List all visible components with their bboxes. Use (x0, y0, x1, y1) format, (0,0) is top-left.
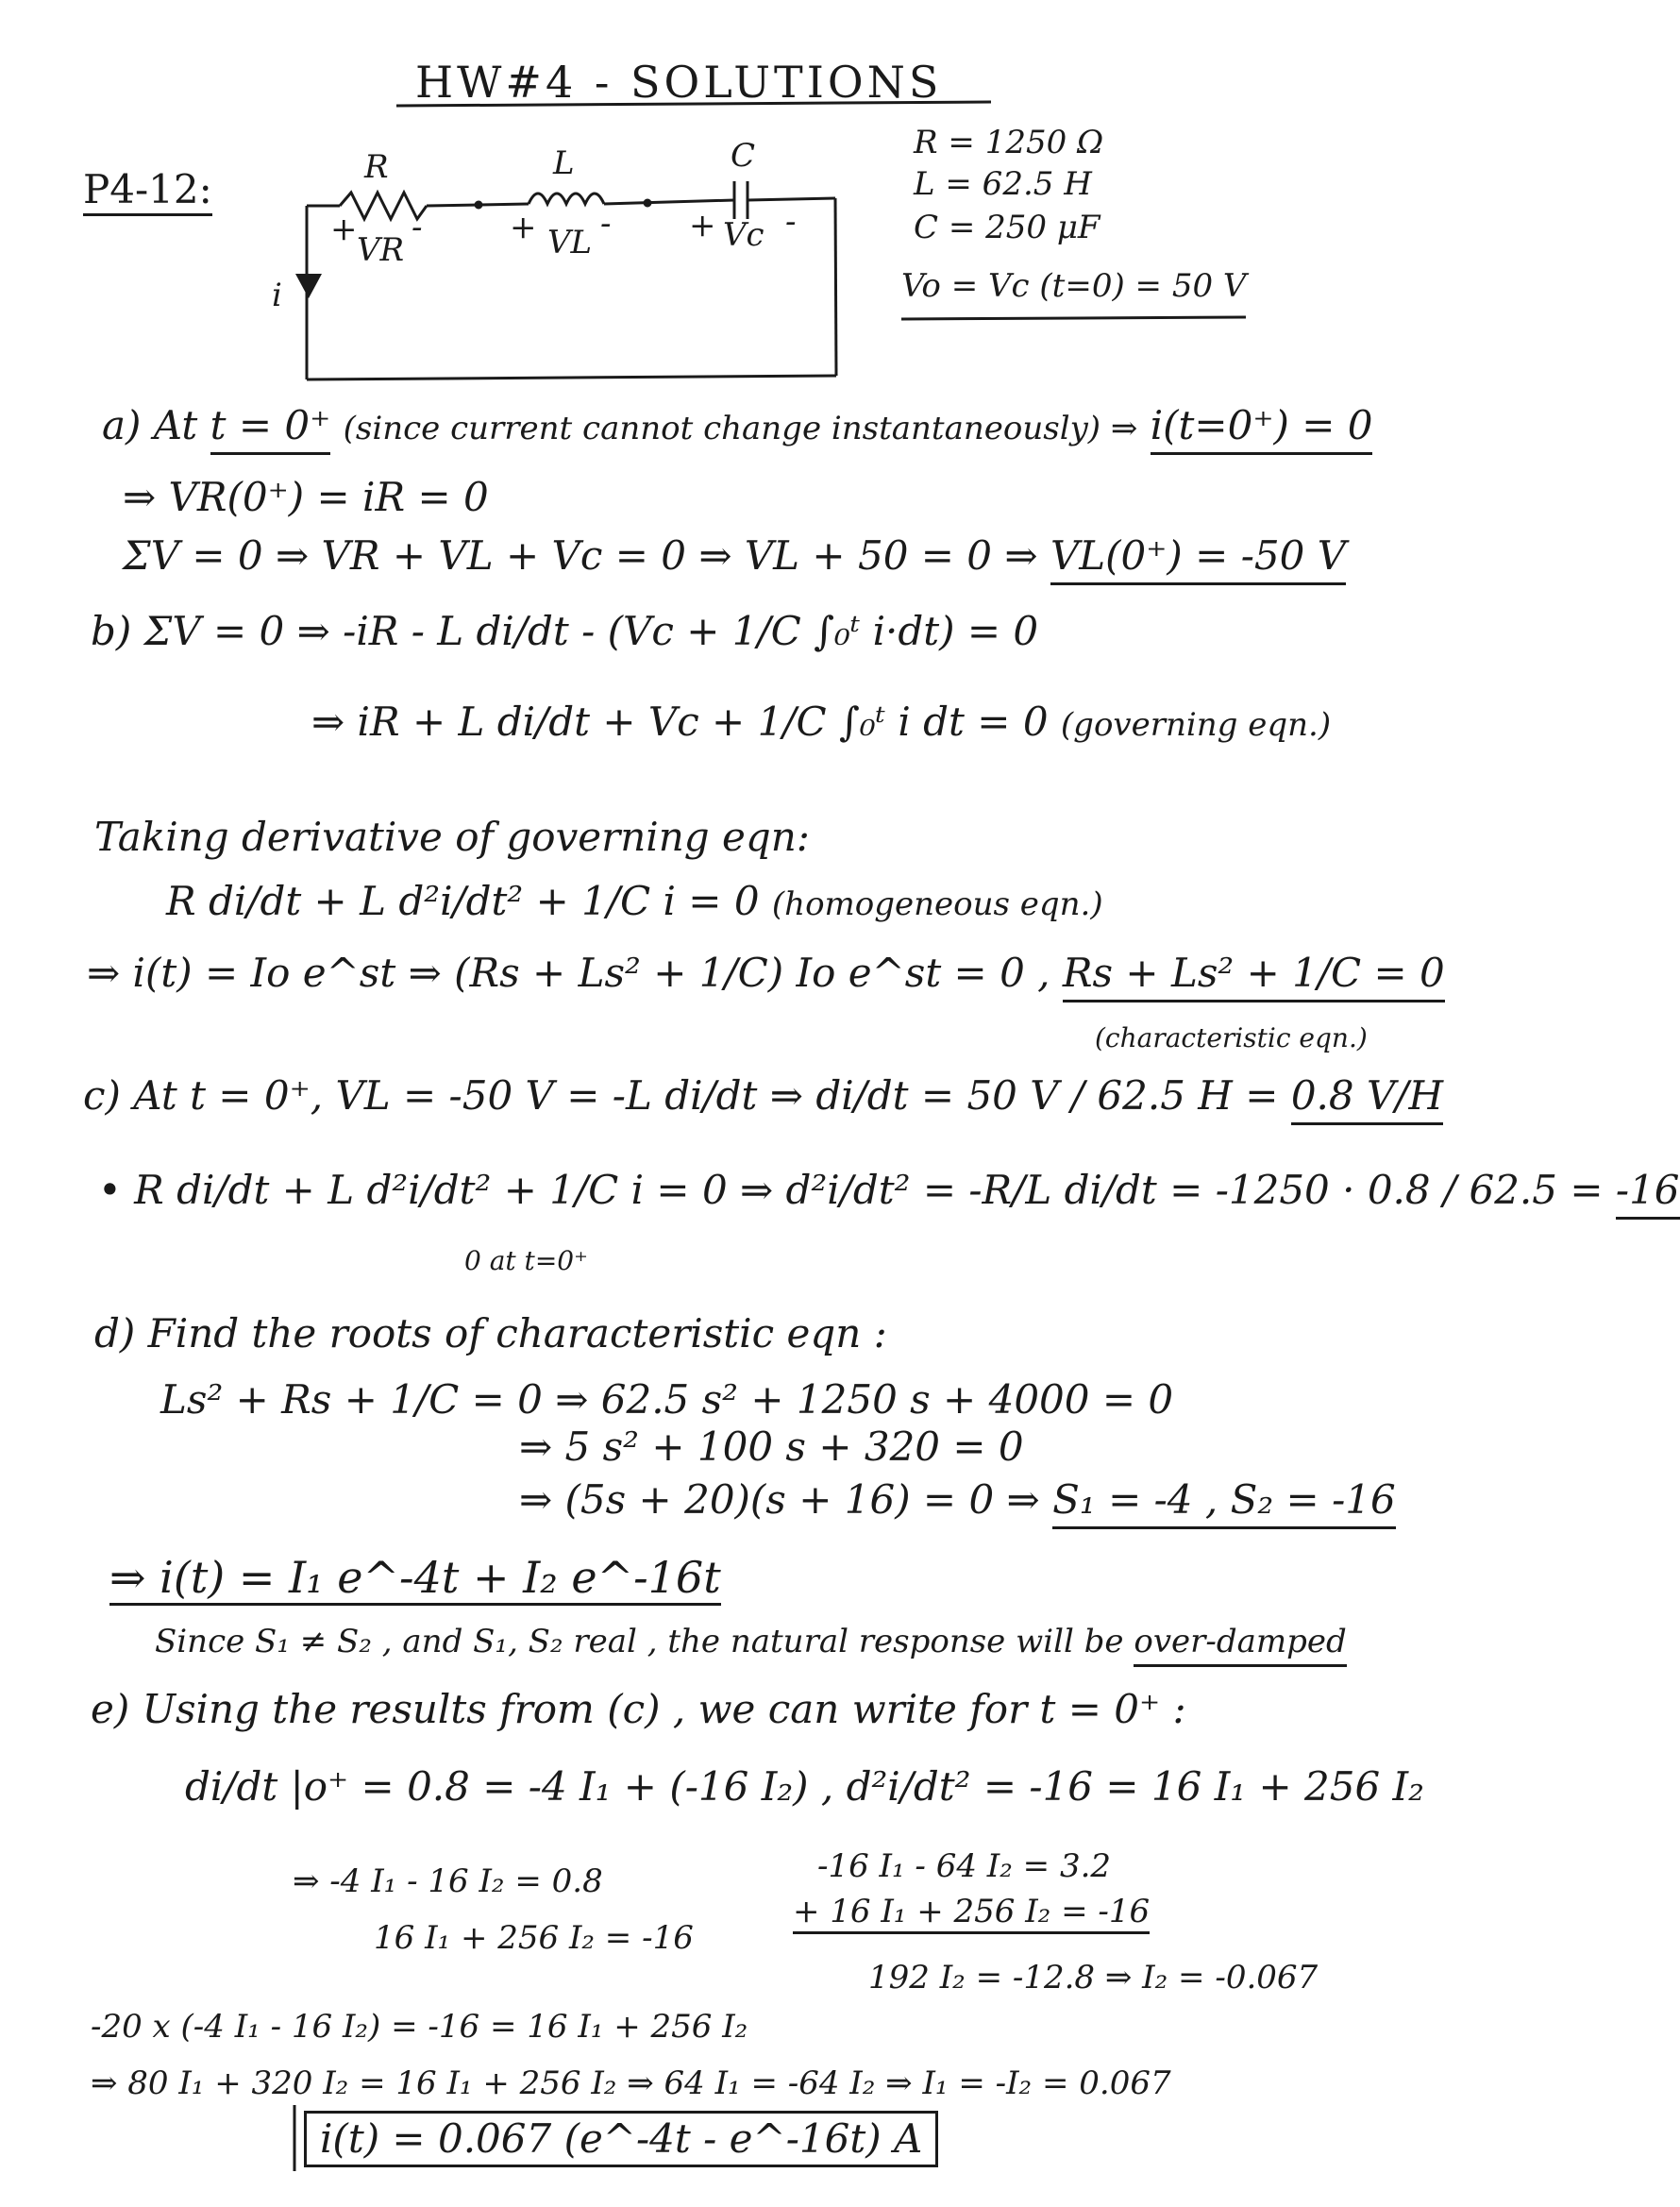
part-c-didt-result: 0.8 V/H (1291, 1072, 1443, 1125)
part-b-exp: ⇒ i(t) = Io e^st ⇒ (Rs + Ls² + 1/C) Io e^st = 0 , (87, 950, 1050, 996)
vr-plus: + (330, 211, 358, 248)
given-c: C = 250 μF (914, 209, 1100, 246)
part-c-didt: c) At t = 0⁺, VL = -50 V = -L di/dt ⇒ di/dt = 50 V / 62.5 H = (83, 1072, 1291, 1119)
wire-c-right (748, 198, 835, 200)
wire-right (835, 198, 836, 376)
part-b-char-note: (characteristic eqn.) (1095, 1022, 1368, 1053)
part-e-line3-right: -16 I₁ - 64 I₂ = 3.2 (817, 1847, 1112, 1885)
part-b-line3: Taking derivative of governing eqn: (94, 814, 810, 860)
r-label: R (364, 148, 389, 186)
part-b-homogeneous-note: (homogeneous eqn.) (771, 885, 1103, 923)
part-b-line5 (87, 950, 1445, 996)
part-c-line2 (98, 1167, 1680, 1213)
part-a-vl-result: VL(0⁺) = -50 V (1050, 532, 1346, 585)
part-b-governing-note: (governing eqn.) (1060, 706, 1332, 744)
final-answer: i(t) = 0.067 (e^-4t - e^-16t) A (304, 2111, 938, 2167)
part-b-line2 (311, 699, 1332, 745)
vr-label: VR (357, 231, 405, 269)
part-e-line4: 16 I₁ + 256 I₂ = -16 (374, 1919, 694, 1957)
inductor-symbol (529, 194, 604, 204)
part-d-line5: ⇒ i(t) = I₁ e^-4t + I₂ e^-16t (109, 1556, 721, 1606)
part-a-line3 (123, 532, 1347, 579)
givens-underline (901, 317, 1246, 319)
part-d-factor: ⇒ (5s + 20)(s + 16) = 0 ⇒ (519, 1476, 1040, 1523)
part-d-line1: d) Find the roots of characteristic eqn : (94, 1310, 887, 1356)
part-c-zero-note: 0 at t=0⁺ (464, 1245, 588, 1276)
problem-label: P4-12: (83, 170, 212, 216)
part-d-line2: Ls² + Rs + 1/C = 0 ⇒ 62.5 s² + 1250 s + 4000 = 0 (160, 1376, 1174, 1423)
node-dot (645, 200, 650, 206)
part-b-char-eqn: Rs + Ls² + 1/C = 0 (1063, 950, 1445, 1002)
part-d-overdamped: over-damped (1134, 1623, 1346, 1667)
c-label: C (731, 137, 756, 175)
part-a-note: (since current cannot change instantaneously) ⇒ (343, 410, 1138, 447)
part-c-second-result: -16 (1616, 1167, 1680, 1220)
part-e-line6: -20 x (-4 I₁ - 16 I₂) = -16 = 16 I₁ + 256 I₂ (91, 2008, 748, 2046)
part-d-roots: S₁ = -4 , S₂ = -16 (1052, 1476, 1396, 1529)
l-label: L (553, 144, 575, 182)
part-b-line1: b) ΣV = 0 ⇒ -iR - L di/dt - (Vc + 1/C ∫₀ᵗ i·dt) = 0 (91, 608, 1039, 654)
part-b-homogeneous: R di/dt + L d²i/dt² + 1/C i = 0 (166, 878, 760, 924)
part-e-line4-right: + 16 I₁ + 256 I₂ = -16 (793, 1895, 1150, 1934)
part-d-line3: ⇒ 5 s² + 100 s + 320 = 0 (519, 1424, 1024, 1470)
part-d-since: Since S₁ ≠ S₂ , and S₁, S₂ real , the natural response will be (155, 1623, 1124, 1660)
part-e-line7: ⇒ 80 I₁ + 320 I₂ = 16 I₁ + 256 I₂ ⇒ 64 I₁ = -64 I₂ ⇒ I₁ = -I₂ = 0.067 (91, 2064, 1171, 2102)
part-e-line5: 192 I₂ = -12.8 ⇒ I₂ = -0.067 (868, 1959, 1319, 1996)
part-a-t: t = 0⁺ (210, 402, 331, 455)
vl-label: VL (547, 224, 593, 261)
part-a-line1 (102, 402, 1373, 448)
part-e-line3: ⇒ -4 I₁ - 16 I₂ = 0.8 (293, 1862, 603, 1900)
part-a-result: i(t=0⁺) = 0 (1151, 402, 1373, 455)
part-a-kvl: ΣV = 0 ⇒ VR + VL + Vc = 0 ⇒ VL + 50 = 0 ⇒ (123, 532, 1038, 579)
current-arrow-icon (295, 274, 322, 298)
part-b-governing: ⇒ iR + L di/dt + Vc + 1/C ∫₀ᵗ i dt = 0 (311, 699, 1049, 745)
given-v0: Vo = Vc (t=0) = 50 V (901, 267, 1247, 305)
given-l: L = 62.5 H (914, 165, 1092, 203)
node-dot (476, 202, 481, 208)
vc-minus: - (785, 203, 797, 241)
wire-bottom (307, 376, 836, 379)
vl-minus: - (600, 205, 612, 243)
page-title: HW#4 - SOLUTIONS (415, 57, 943, 108)
current-label: i (272, 277, 282, 314)
part-d-line6 (155, 1623, 1347, 1660)
part-a-line2: ⇒ VR(0⁺) = iR = 0 (123, 474, 489, 520)
part-e-line1: e) Using the results from (c) , we can write for t = 0⁺ : (91, 1686, 1186, 1732)
part-d-line4 (519, 1476, 1396, 1523)
part-c-second-derivative: • R di/dt + L d²i/dt² + 1/C i = 0 ⇒ d²i/dt² = -R/L di/dt = -1250 · 0.8 / 62.5 = (98, 1167, 1604, 1213)
vl-plus: + (510, 209, 537, 246)
wire-l-to-c (604, 200, 734, 204)
given-r: R = 1250 Ω (914, 124, 1104, 161)
part-e-line2: di/dt |o⁺ = 0.8 = -4 I₁ + (-16 I₂) , d²i/dt² = -16 = 16 I₁ + 256 I₂ (185, 1763, 1424, 1810)
part-a-prefix: a) At (102, 402, 198, 448)
part-b-line4 (166, 878, 1103, 924)
vr-minus: - (412, 209, 423, 246)
vc-plus: + (689, 207, 716, 244)
vc-label: Vc (723, 216, 764, 254)
part-c-line1 (83, 1072, 1444, 1119)
